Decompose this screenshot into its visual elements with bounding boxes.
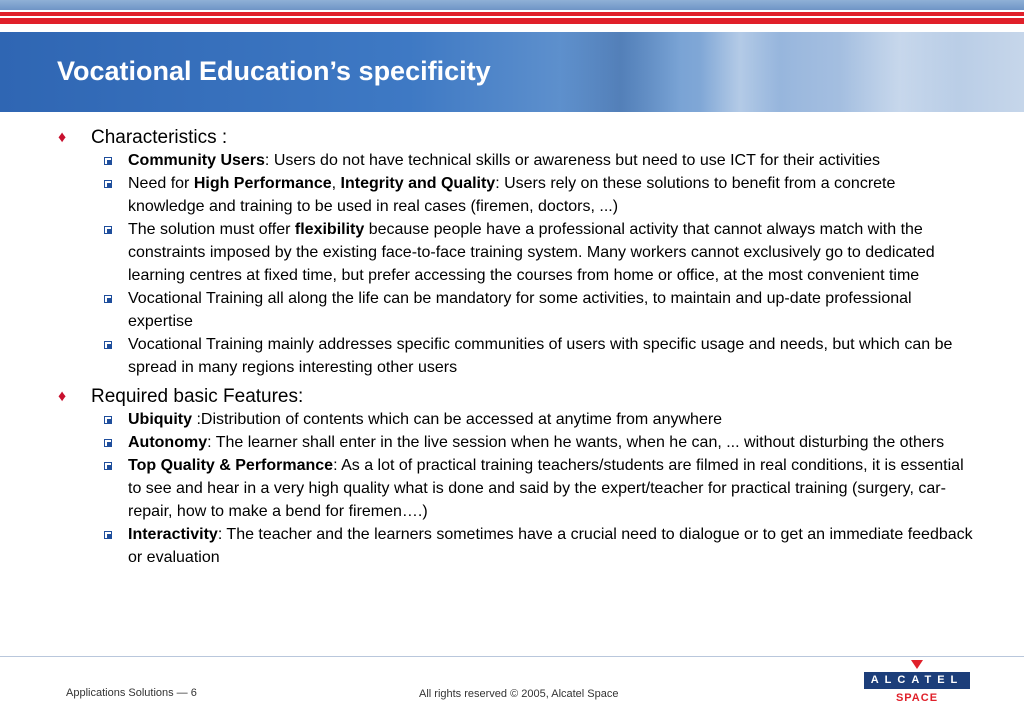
list-item: [0, 172, 974, 218]
footer-copyright: All rights reserved © 2005, Alcatel Space: [419, 688, 619, 700]
item-text: Vocational Training mainly addresses specific communities of users with specific usage and needs, but which can be spread in many regions interesting other users: [128, 336, 953, 376]
square-bullet-icon: [104, 462, 112, 470]
banner-shade: [560, 32, 680, 112]
emphasized-term: Ubiquity: [128, 411, 192, 428]
alcatel-space-logo: [864, 660, 974, 710]
banner-highlight: [700, 32, 780, 112]
diamond-bullet-icon: ♦: [58, 388, 67, 405]
item-text: Vocational Training all along the life can be mandatory for some activities, to maintain and up-date professional expertise: [128, 290, 912, 330]
square-bullet-icon: [104, 341, 112, 349]
item-text: Need for: [128, 175, 194, 192]
top-accent-strip: [0, 0, 1024, 10]
square-bullet-icon: [104, 226, 112, 234]
slide-title: Vocational Education’s specificity: [57, 56, 491, 86]
section-heading: [0, 385, 1024, 408]
section-heading: [0, 126, 1024, 149]
square-bullet-icon: [104, 295, 112, 303]
list-item: [0, 431, 974, 454]
slide-body: [0, 126, 1024, 569]
logo-subtitle: SPACE: [895, 692, 939, 704]
item-text: : Users do not have technical skills or awareness but need to use ICT for their activities: [264, 152, 881, 169]
banner-highlight: [840, 32, 960, 112]
list-item: [0, 408, 974, 431]
list-item: [0, 523, 974, 569]
header-divider: [0, 112, 1024, 115]
section-heading-text: Required basic Features:: [91, 386, 304, 407]
list-item: [0, 149, 974, 172]
logo-wordmark: ALCATEL: [864, 672, 970, 689]
item-text: : The learner shall enter in the live session when he wants, when he can, ... without disturbing the others: [207, 434, 945, 451]
item-text: ,: [331, 175, 341, 192]
list-item: [0, 454, 974, 523]
item-text: : The teacher and the learners sometimes have a crucial need to dialogue or to get an immediate feedback or evaluation: [128, 526, 973, 566]
footer-page-label: Applications Solutions — 6: [66, 687, 197, 699]
header-gap: [0, 24, 1024, 32]
item-text: : As a lot of practical training teachers/students are filmed in real conditions, it is essential to see and hear in a very high quality what is done and said by the expert/teacher for practical training (surgery, car-repair, how to make a bend for firemen….): [128, 457, 964, 520]
emphasized-term: High Performance: [193, 175, 332, 192]
emphasized-term: Autonomy: [128, 434, 208, 451]
list-item: [0, 333, 974, 379]
emphasized-term: flexibility: [294, 221, 365, 238]
square-bullet-icon: [104, 180, 112, 188]
square-bullet-icon: [104, 157, 112, 165]
square-bullet-icon: [104, 531, 112, 539]
emphasized-term: Community Users: [128, 152, 265, 169]
triangle-icon: [911, 660, 923, 669]
footer-divider: [0, 656, 1024, 657]
square-bullet-icon: [104, 416, 112, 424]
list-item: [0, 218, 974, 287]
square-bullet-icon: [104, 439, 112, 447]
item-text: The solution must offer: [128, 221, 295, 238]
section-heading-text: Characteristics :: [91, 127, 228, 148]
item-text: : Users rely on these solutions to benefit from a concrete knowledge and training to be used in real cases (firemen, doctors, ...): [128, 175, 896, 215]
emphasized-term: Interactivity: [128, 526, 218, 543]
emphasized-term: Top Quality & Performance: [128, 457, 334, 474]
list-item: [0, 287, 974, 333]
diamond-bullet-icon: ♦: [58, 129, 67, 146]
item-text: :Distribution of contents which can be accessed at anytime from anywhere: [192, 411, 723, 428]
red-header-band: [0, 12, 1024, 24]
item-text: because people have a professional activity that cannot always match with the constraints imposed by the existing face-to-face training system. Many workers cannot exclusively go to dedicated learning centres at fixed time, but prefer accessing the courses from home or office, at the most convenient time: [128, 221, 935, 284]
emphasized-term: Integrity and Quality: [340, 175, 496, 192]
